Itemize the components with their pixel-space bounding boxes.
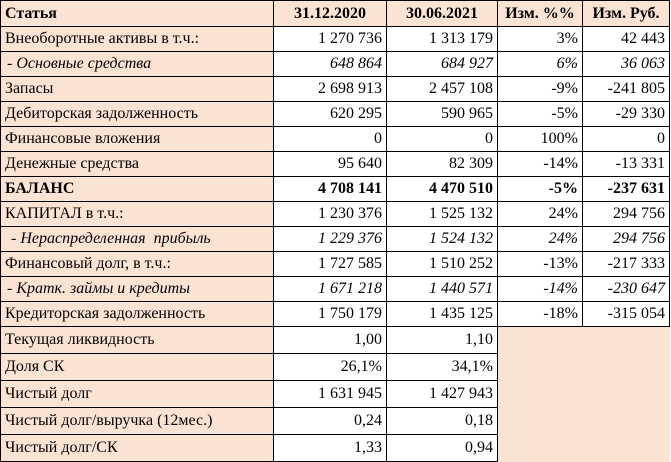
header-row [1,1,670,27]
ratio-blank-area [498,327,670,462]
ratio-value-d2: 1,10 [387,327,498,354]
row-value-d2: 1 510 252 [387,252,498,277]
header-date-2: 30.06.2021 [387,1,498,27]
row-value-d2: 1 313 179 [387,27,498,52]
row-change-pct: -13% [498,252,583,277]
table-row [1,102,670,127]
row-change-pct: -14% [498,152,583,177]
ratio-value-d2: 0,94 [387,435,498,462]
row-value-d1: 1 671 218 [274,277,387,302]
row-change-rub: 294 756 [583,202,670,227]
header-date-1: 31.12.2020 [274,1,387,27]
row-change-pct: 24% [498,202,583,227]
ratio-label: Доля СК [1,354,274,381]
table-row [1,227,670,252]
row-change-rub: 294 756 [583,227,670,252]
row-change-rub: -241 805 [583,77,670,102]
ratio-value-d1: 0,24 [274,408,387,435]
table-row [1,77,670,102]
header-change-rub: Изм. Руб. [583,1,670,27]
row-change-rub: -237 631 [583,177,670,202]
row-change-pct: 24% [498,227,583,252]
row-change-rub: -29 330 [583,102,670,127]
row-value-d1: 620 295 [274,102,387,127]
row-label: БАЛАНС [1,177,274,202]
table-row [1,127,670,152]
header-article: Статья [1,1,274,27]
row-label: Запасы [1,77,274,102]
row-change-pct: -18% [498,302,583,327]
row-value-d1: 2 698 913 [274,77,387,102]
row-label: Финансовый долг, в т.ч.: [1,252,274,277]
header-change-pct: Изм. %% [498,1,583,27]
row-label: КАПИТАЛ в т.ч.: [1,202,274,227]
ratio-value-d1: 1,00 [274,327,387,354]
ratio-row [1,327,670,354]
row-value-d2: 1 524 132 [387,227,498,252]
row-value-d1: 95 640 [274,152,387,177]
table-row [1,277,670,302]
table-row [1,302,670,327]
row-label: - Основные средства [1,52,274,77]
row-value-d1: 0 [274,127,387,152]
row-value-d2: 0 [387,127,498,152]
row-change-pct: 3% [498,27,583,52]
row-value-d1: 1 727 585 [274,252,387,277]
row-value-d1: 1 750 179 [274,302,387,327]
row-change-rub: -315 054 [583,302,670,327]
row-label: Кредиторская задолженность [1,302,274,327]
row-label: Финансовые вложения [1,127,274,152]
row-change-pct: 100% [498,127,583,152]
table-row [1,152,670,177]
ratio-value-d2: 0,18 [387,408,498,435]
ratio-value-d2: 1 427 943 [387,381,498,408]
row-value-d2: 82 309 [387,152,498,177]
row-value-d2: 590 965 [387,102,498,127]
row-value-d2: 1 440 571 [387,277,498,302]
row-value-d2: 1 525 132 [387,202,498,227]
table-row [1,27,670,52]
ratio-value-d1: 26,1% [274,354,387,381]
row-label: Внеоборотные активы в т.ч.: [1,27,274,52]
row-value-d1: 1 230 376 [274,202,387,227]
row-change-rub: -217 333 [583,252,670,277]
row-value-d1: 1 270 736 [274,27,387,52]
row-label: - Кратк. займы и кредиты [1,277,274,302]
row-label: - Нераспределенная прибыль [1,227,274,252]
ratio-value-d1: 1 631 945 [274,381,387,408]
row-change-pct: 6% [498,52,583,77]
row-value-d2: 684 927 [387,52,498,77]
row-value-d1: 4 708 141 [274,177,387,202]
row-change-pct: -5% [498,177,583,202]
row-change-rub: -230 647 [583,277,670,302]
row-value-d2: 2 457 108 [387,77,498,102]
row-change-rub: -13 331 [583,152,670,177]
row-value-d2: 4 470 510 [387,177,498,202]
row-value-d2: 1 435 125 [387,302,498,327]
ratio-label: Чистый долг [1,381,274,408]
table-row [1,252,670,277]
row-change-pct: -5% [498,102,583,127]
row-change-rub: 42 443 [583,27,670,52]
ratio-label: Чистый долг/СК [1,435,274,462]
row-label: Денежные средства [1,152,274,177]
ratio-label: Чистый долг/выручка (12мес.) [1,408,274,435]
ratio-value-d1: 1,33 [274,435,387,462]
row-change-rub: 36 063 [583,52,670,77]
table-row-total [1,177,670,202]
ratio-label: Текущая ликвидность [1,327,274,354]
ratio-value-d2: 34,1% [387,354,498,381]
row-value-d1: 1 229 376 [274,227,387,252]
row-value-d1: 648 864 [274,52,387,77]
table-row [1,52,670,77]
row-label: Дебиторская задолженность [1,102,274,127]
row-change-pct: -14% [498,277,583,302]
table-row [1,202,670,227]
row-change-pct: -9% [498,77,583,102]
row-change-rub: 0 [583,127,670,152]
